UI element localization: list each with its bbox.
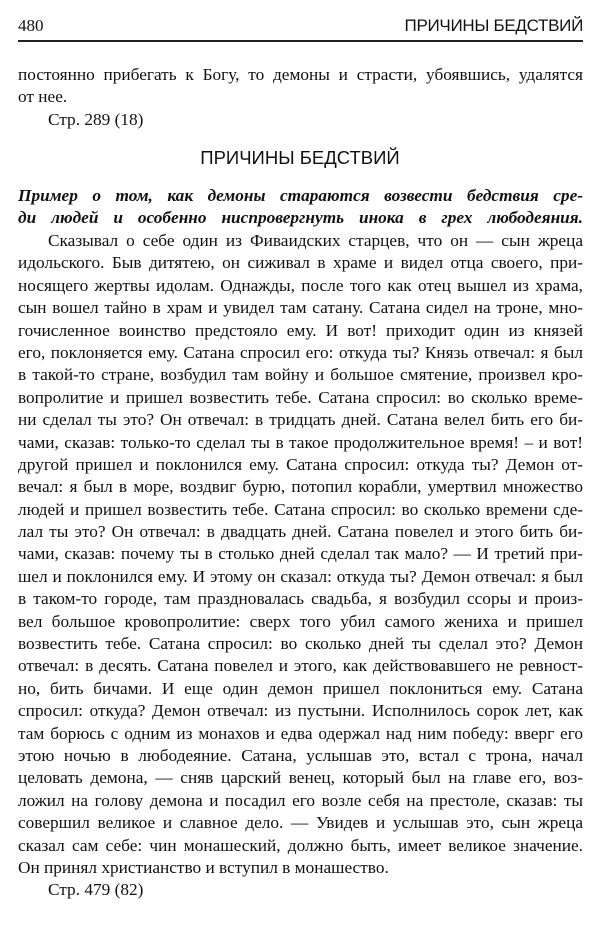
body-line: Сказывал о себе один из Фиваидских старцев, что он — сын жреца (48, 231, 583, 250)
page-number: 480 (18, 16, 44, 35)
running-title: ПРИЧИНЫ БЕДСТВИЙ (404, 16, 583, 35)
body-line: этою ночью в любодеяние. Сатана, услышав это, встал с трона, начал (18, 745, 583, 765)
previous-section-ending (18, 64, 583, 131)
text-line: постоянно прибегать к Богу, то демоны и страсти, убоявшись, удалятся (18, 65, 583, 84)
page-header (18, 12, 583, 42)
body-line: идольского. Быв дитятею, он сиживал в храме и видел отца своего, при- (18, 253, 583, 273)
body-line: вел большое кровопролитие: сверх того убил самого жениха и пришел (18, 611, 583, 631)
body-line: спросил: откуда? Демон отвечал: из пустыни. Исполнилось сорок лет, как (18, 701, 583, 721)
subtitle-line: ди людей и особенно ниспровергнуть инока в грех любодеяния. (18, 208, 583, 228)
section-subtitle (18, 185, 583, 230)
body-line: сын вошел тайно в храм и увидел там сатану. Сатана сидел на троне, мно- (18, 298, 583, 318)
body-line: шел и поклонился ему. И этому он сказал: откуда ты? Демон отвечал: я был (18, 566, 583, 586)
body-line: чами, сказав: только-то сделал ты в такое продолжительное время! – и вот! (18, 432, 583, 452)
body-line: носящего жертвы идолам. Однажды, после того как отец вышел из храма, (18, 275, 583, 295)
body-line: отвечал: в десять. Сатана повелел и этого, как действовавшего не ревност- (18, 656, 583, 676)
body-line: в таком-то городе, там праздновалась свадьба, я возбудил ссоры и произ- (18, 589, 583, 609)
body-line: вопролитие и пришел возвестить тебе. Сатана спросил: во сколько време- (18, 387, 583, 407)
source-reference: Стр. 289 (18) (48, 109, 144, 129)
body-line: ложил на голову демона и посадил его возле себя на престоле, сказав: ты (18, 790, 583, 810)
body-line: вечал: я был в море, воздвиг бурю, потопил корабли, умертвил множество (18, 477, 583, 497)
body-line: людей и пришел возвестить тебе. Сатана спросил: во сколько времени сде- (18, 499, 583, 519)
section-title: ПРИЧИНЫ БЕДСТВИЙ (200, 147, 400, 168)
body-line: другой пришел и поклонился ему. Сатана спросил: откуда ты? Демон от- (18, 454, 583, 474)
body-line: лал ты это? Он отвечал: в двадцать дней. Сатана повелел и этого бить би- (18, 522, 583, 542)
body-line: но, бить бичами. И еще один демон пришел поклониться ему. Сатана (18, 678, 583, 698)
body-line: гочисленное воинство предстояло ему. И вот! приходит один из князей (18, 320, 583, 340)
body-line: возвестить тебе. Сатана спросил: во сколько дней ты сделал это? Демон (18, 634, 583, 654)
body-line: чами, сказав: почему ты в столько дней сделал так мало? — И третий при- (18, 544, 583, 564)
body-line: ни сделал ты это? Он отвечал: в тридцать дней. Сатана велел бить его би- (18, 410, 583, 430)
source-reference: Стр. 479 (82) (48, 880, 144, 900)
text-line: от нее. (18, 87, 68, 107)
body-line: совершил великое и славное дело. — Увидев и услышав это, сын жреца (18, 813, 583, 833)
body-line: сказал сам себе: чин монашеский, должно быть, имеет великое значение. (18, 835, 583, 855)
body-line: Он принял христианство и вступил в монашество. (18, 857, 389, 877)
subtitle-line: Пример о том, как демоны стараются возвести бедствия сре- (18, 186, 583, 205)
body-line: целовать демона, — сняв царский венец, который был на главе его, воз- (18, 768, 583, 788)
body-line: его, поклоняется ему. Сатана спросил его: откуда ты? Князь отвечал: я был (18, 342, 583, 362)
body-line: в такой-то стране, возбудил там войну и большое смятение, произвел кро- (18, 365, 583, 385)
body-line: там борюсь с одним из монахов и едва одержал над ним победу: вверг его (18, 723, 583, 743)
section-body (18, 230, 583, 902)
